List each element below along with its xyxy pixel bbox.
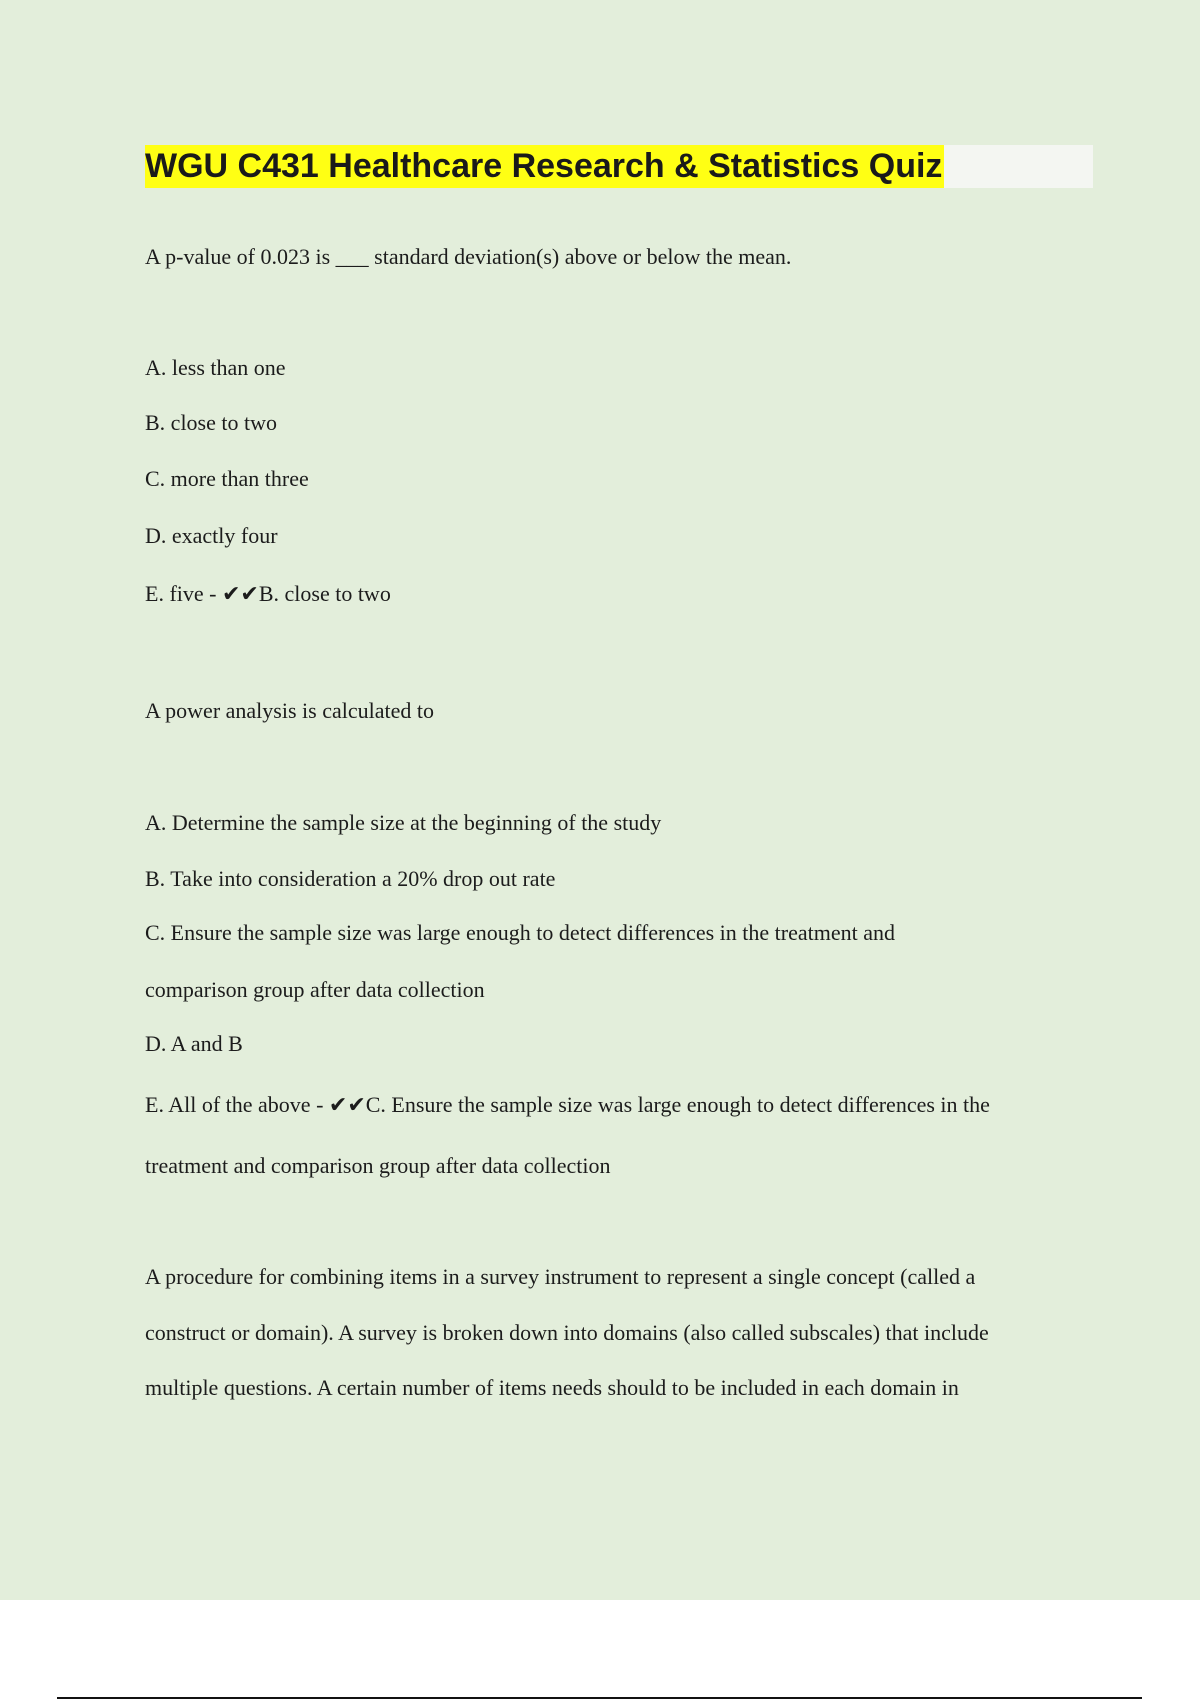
question-2-option-d: D. A and B bbox=[145, 1031, 243, 1056]
question-3-stem-line-3: multiple questions. A certain number of items needs should to be included in each domain in bbox=[145, 1375, 959, 1400]
question-1-option-c: C. more than three bbox=[145, 466, 309, 491]
footer-rule bbox=[57, 1697, 1142, 1699]
question-2-option-b: B. Take into consideration a 20% drop out rate bbox=[145, 866, 556, 891]
question-2-stem: A power analysis is calculated to bbox=[145, 698, 434, 723]
question-1-option-e-answer: E. five - ✔✔B. close to two bbox=[145, 581, 391, 606]
question-2-option-e-answer: E. All of the above - ✔✔C. Ensure the sample size was large enough to detect differences in the bbox=[145, 1092, 990, 1117]
question-2-option-c-continued: comparison group after data collection bbox=[145, 977, 485, 1002]
question-2-option-c: C. Ensure the sample size was large enough to detect differences in the treatment and bbox=[145, 920, 895, 945]
question-1-stem: A p-value of 0.023 is ___ standard deviation(s) above or below the mean. bbox=[145, 244, 792, 269]
question-2-option-a: A. Determine the sample size at the beginning of the study bbox=[145, 810, 662, 835]
document-title: WGU C431 Healthcare Research & Statistics Quiz bbox=[145, 145, 944, 188]
question-1-option-b: B. close to two bbox=[145, 410, 277, 435]
question-2-option-e-answer-continued: treatment and comparison group after data collection bbox=[145, 1153, 611, 1178]
question-1-option-a: A. less than one bbox=[145, 355, 286, 380]
question-3-stem-line-2: construct or domain). A survey is broken down into domains (also called subscales) that include bbox=[145, 1320, 989, 1345]
question-1-option-d: D. exactly four bbox=[145, 523, 278, 548]
question-3-stem-line-1: A procedure for combining items in a survey instrument to represent a single concept (called a bbox=[145, 1264, 976, 1289]
